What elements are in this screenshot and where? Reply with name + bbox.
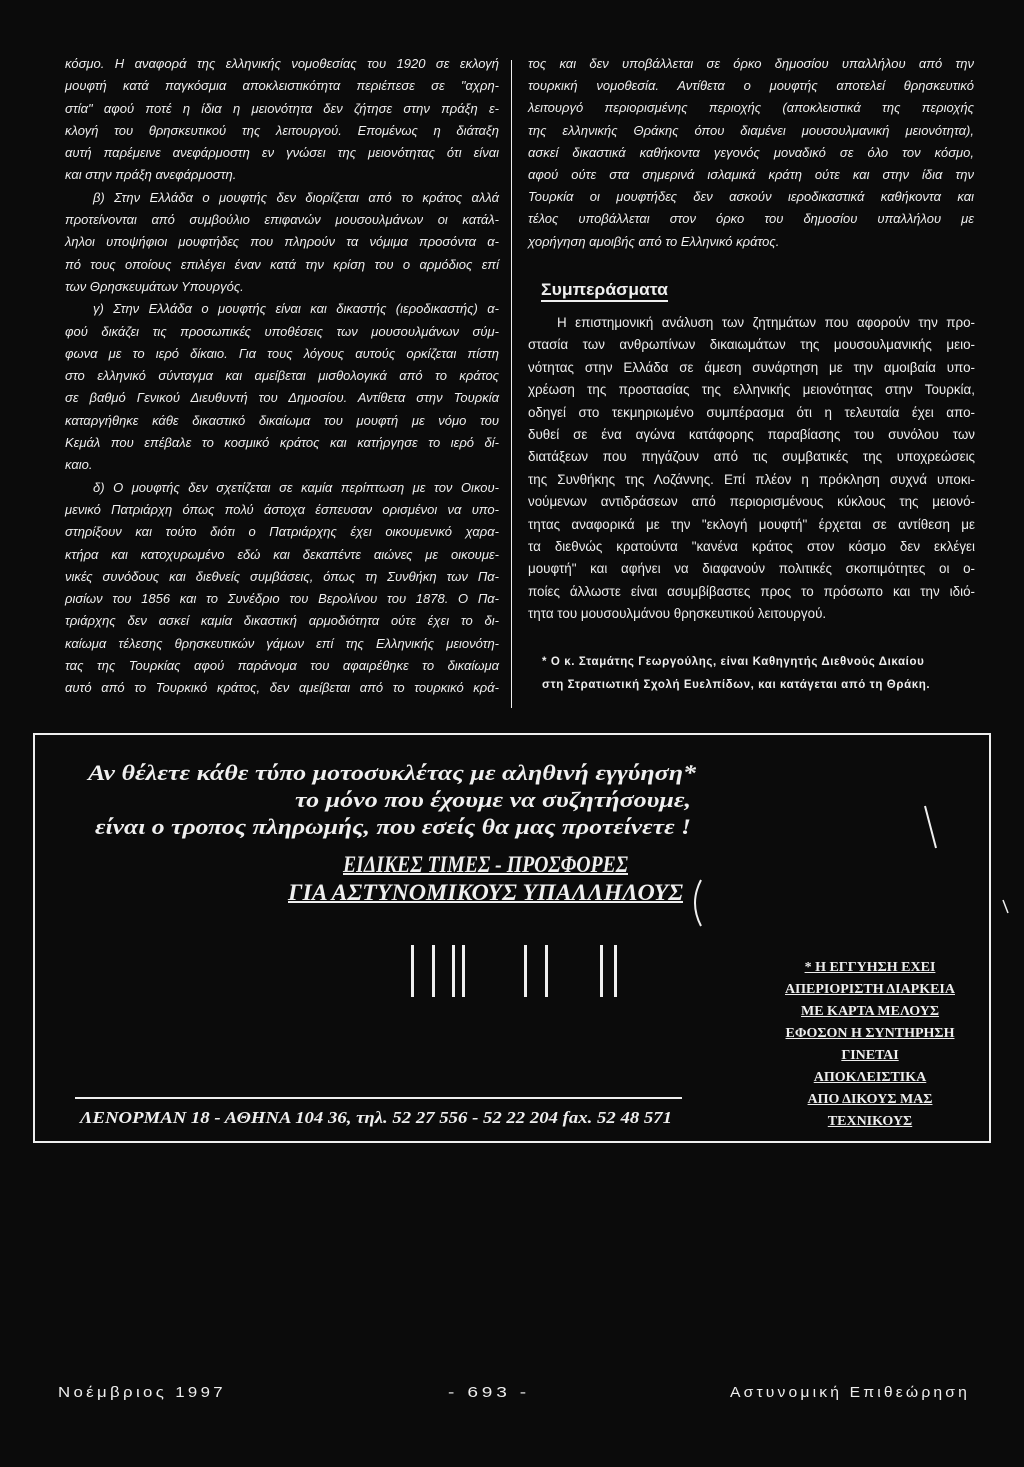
paragraph [528,312,975,626]
footer-page-number-text: - 693 - [448,1384,530,1401]
text-line-content: στηρίξουν και τούτο διότι ο Πατριάρχης έχει οικουμενικό χαρα- [65,524,499,540]
text-line-content: φού δικάζει τις προσωπικές υποθέσεις των μουσουλμάνων σύμ- [65,323,499,339]
text-line [65,120,499,142]
ad-offer-text: ΓΙΑ ΑΣΤΥΝΟΜΙΚΟΥΣ ΥΠΑΛΛΗΛΟΥΣ [288,880,683,905]
decorative-bar [452,945,455,997]
text-line-content: τα διεθνώς κρατούντα "κανένα κράτος στον κόσμο δεν εκλέγει [528,539,975,555]
text-line [528,312,975,334]
text-line-content: στο ελληνικό σύνταγμα και αμείβεται μισθολογικά από το κράτος [65,368,499,384]
text-line-content: νούμενων αντιδράσεων από περιορισμένους κύκλους της μειονό- [528,494,975,510]
text-line [528,75,974,97]
author-footnote [542,651,974,697]
text-line-content: χρέωση της προστασίας της ελληνικής μειονότητας στην Τουρκία, [528,382,975,398]
text-line [65,544,499,566]
text-line-content: Τουρκία οι μουφτήδες δεν ασκούν ιεροδικαστικά καθήκοντα και [528,189,974,205]
text-line [65,477,499,499]
ad-headline-text: είναι ο τροπος πληρωμής, που εσείς θα μας προτείνετε ! [95,814,691,839]
text-line-content: κτήρα και κατοχυρωμένο εδώ και δεκαπέντε αιώνες με οικουμε- [65,546,499,562]
text-line-content: τουρκική νομοθεσία. Αντίθετα ο μουφτής αποτελεί θρησκευτικό [528,78,974,94]
text-line-content: δυθεί σε ένα αγώνα κατάφορης παραβίασης του συνόλου των [528,427,975,443]
text-line [65,209,499,231]
decorative-bar [600,945,603,997]
text-line [528,53,974,75]
text-line [528,97,974,119]
paragraph [65,477,499,700]
text-line-content: προτείνονται από συμβούλιο επιφανών μουσουλμάνων οι κατάλ- [65,212,499,228]
text-line [528,379,975,401]
text-line [528,603,975,625]
text-line-content: τητας αναφορικά με την "εκλογή μουφτή" έρχεται σε αντίθεση με [528,516,975,532]
text-line [65,321,499,343]
text-line-content: πό τους οποίους επιλέγει έναν κατά την κρίση του ο αρμόδιος επί [65,256,499,272]
text-line [528,536,975,558]
text-line [528,514,975,536]
text-line-content: αφού ούτε στα σημερινά ισλαμικά κράτη ούτε και στην ίδια την [528,167,974,183]
text-line-content: μουφτή" και αφήνει να διαφανούν πολιτικές σκοπιμότητες οι ο- [528,561,975,577]
ad-guarantee-text: ΜΕ ΚΑΡΤΑ ΜΕΛΟΥΣ [801,1004,939,1019]
ad-offer-subtitle [288,879,683,906]
footnote-line [542,651,974,674]
text-line [528,208,974,230]
ad-headline-line [295,787,691,813]
text-line [65,454,499,476]
article-right-column [528,53,974,253]
footer-magazine-title-text: Αστυνομική Επιθεώρηση [730,1384,970,1401]
text-line [65,655,499,677]
text-line-content: της ελληνικής Θράκης όπου διαμένει μουσουλμανική μειονότητα), [528,122,974,138]
text-line-content: τέλος υποβάλλεται στον όρκο του δημοσίου υπαλλήλου με [528,211,974,227]
text-line [65,298,499,320]
ad-offer-title [343,851,628,878]
text-line [528,491,975,513]
text-line [528,142,974,164]
text-line-content: ασκεί δικαστικά καθήκοντα γεγονός μοναδικό σε όλο τον κόσμο, [528,144,974,160]
text-line [65,521,499,543]
text-line [528,186,974,208]
decorative-bar [462,945,465,997]
text-line-content: Η επιστημονική ανάλυση των ζητημάτων που αφορούν την προ- [557,315,975,330]
text-line [528,120,974,142]
ad-guarantee-text: ΑΠΕΡΙΟΡΙΣΤΗ ΔΙΑΡΚΕΙΑ [784,982,955,997]
text-line-content: τητα του μουσουλμάνου θρησκευτικού λειτουργού. [528,606,827,622]
column-divider [511,60,512,708]
text-line [65,142,499,164]
paragraph [65,187,499,298]
text-line-content: οδηγεί στο τεκμηριωμένο συμπέρασμα ότι η τελευταία έχει απο- [528,404,975,420]
text-line-content: μενικό Πατριάρχη όπως πολύ άστοχα έσπευσαν ορισμένοι να υπο- [65,501,499,517]
ad-guarantee-line [758,1001,982,1023]
paragraph [65,53,499,187]
ad-guarantee-line [758,1067,982,1089]
text-line-content: Κεμάλ που επέβαλε το κοσμικό κράτος και κατήργησε το ιερό δί- [65,435,499,451]
text-line [65,231,499,253]
ad-guarantee-text: ΕΦΟΣΟΝ Η ΣΥΝΤΗΡΗΣΗ [785,1026,955,1041]
ad-headline-line [88,760,696,786]
text-line-content: ρισίων του 1856 και το Συνέδριο του Βερολίνου του 1878. Ο Πα- [65,591,499,607]
text-line [65,164,499,186]
decorative-bar [432,945,435,997]
ad-guarantee-text: * Η ΕΓΓΥΗΣΗ ΕΧΕΙ [804,960,936,975]
text-line-content: νότητας στην Ελλάδα σε άμεση συνάρτηση με την αμοιβαία υπο- [528,359,975,375]
ad-guarantee-line [758,1023,982,1045]
text-line-content: μουφτή κατά παγκόσμια αποκλειστικότητα περιέπεσε σε "αχρη- [65,78,499,94]
text-line-content: διατάξεων που πηγάζουν από τις συμβατικές της υποχρεώσεις [528,449,975,465]
text-line [65,432,499,454]
text-line [65,53,499,75]
text-line [65,75,499,97]
text-line-content: καίωμα τέλεσης θρησκευτικών γάμων επί της Ελληνικής μειονότη- [65,635,499,651]
text-line [528,424,975,446]
ad-guarantee-line [758,957,982,979]
text-line-content: δ) Ο μουφτής δεν σχετίζεται σε καμία περίπτωση με τον Οικου- [93,479,499,495]
text-line [65,343,499,365]
footer-magazine-title [730,1382,970,1404]
ad-guarantee-line [758,979,982,1001]
text-line [65,588,499,610]
text-line [528,357,975,379]
ad-guarantee-line [758,1111,982,1133]
text-line [65,387,499,409]
footer-issue-date-text: Νοέμβριος 1997 [58,1384,226,1401]
text-line [65,98,499,120]
text-line-content: της Συνθήκης της Λοζάννης. Επί πλέον η πρόκληση συχνά υποκι- [528,471,975,487]
text-line [65,276,499,298]
decorative-bar [524,945,527,997]
text-line [528,581,975,603]
footer-issue-date [58,1382,226,1404]
ad-guarantee-text: ΑΠΟ ΔΙΚΟΥΣ ΜΑΣ [807,1092,933,1107]
ad-guarantee-line [758,1089,982,1111]
text-line-content: λειτουργό περιορισμένης περιοχής (αποκλειστικά της περιοχής [528,100,974,116]
text-line-content: αυτή παρέμεινε ανεφάρμοστη εν γνώσει της μειονότητας ότι είναι [65,145,499,161]
text-line-content: των Θρησκευμάτων Υπουργός. [65,278,244,294]
text-line-content: αυτό από το Τουρκικό κράτος, δεν αμείβεται από το τουρκικό κρά- [65,680,499,696]
conclusions-heading-text: Συμπεράσματα [541,280,668,299]
text-line [65,499,499,521]
text-line-content: καιο. [65,457,93,473]
text-line-content: τριάρχης δεν ασκεί καμία δικαστική αρμοδιότητα ούτε έχει το δι- [65,613,499,629]
ad-headline-text: το μόνο που έχουμε να συζητήσουμε, [295,787,691,812]
text-line [65,610,499,632]
ad-headline-text: Αν θέλετε κάθε τύπο μοτοσυκλέτας με αληθινή εγγύηση* [88,760,696,785]
ad-guarantee-note [758,957,982,1133]
text-line [65,566,499,588]
text-line [528,402,975,424]
text-line-content: καταργήθηκε κάθε δικαστικό δικαίωμα του μουφτή με νόμο του [65,412,499,428]
text-line-content: και στην πράξη ανεφάρμοστη. [65,167,237,183]
text-line [528,164,974,186]
text-line-content: φωνα με το ιερό δίκαιο. Για τους λόγους αυτούς ορκίζεται πίστη [65,345,499,361]
conclusions-section [528,312,975,626]
ad-guarantee-text: ΓΙΝΕΤΑΙ [841,1048,899,1063]
decorative-stroke [1003,900,1008,913]
conclusions-heading [541,279,668,302]
text-line [65,187,499,209]
footnote-line-text: * Ο κ. Σταμάτης Γεωργούλης, είναι Καθηγητής Διεθνούς Δικαίου [542,656,925,668]
text-line-content: στασία των ανθρωπίνων δικαιωμάτων της μουσουλμανικής μειο- [528,337,975,353]
text-line-content: κλογή του θρησκευτικού της λειτουργού. Επομένως η διάταξη [65,122,499,138]
footer-page-number [448,1382,530,1404]
text-line [65,254,499,276]
ad-address-text: ΛΕΝΟΡΜΑΝ 18 - ΑΘΗΝΑ 104 36, τηλ. 52 27 556 - 52 22 204 fax. 52 48 571 [80,1108,672,1127]
paragraph [528,53,974,253]
text-line [65,365,499,387]
ad-address [80,1106,672,1130]
text-line [65,633,499,655]
text-line-content: β) Στην Ελλάδα ο μουφτής δεν διορίζεται από το κράτος αλλά [93,189,499,205]
ad-separator-rule [75,1097,682,1099]
text-line [528,446,975,468]
text-line-content: ληλοι υποψήφιοι μουφτήδες που πληρούν τα νόμιμα προσόντα α- [65,234,499,250]
ad-offer-text: ΕΙΔΙΚΕΣ ΤΙΜΕΣ - ΠΡΟΣΦΟΡΕΣ [343,852,628,877]
text-line-content: χορήγηση αμοιβής από το Ελληνικό κράτος. [528,233,780,249]
text-line-content: νικές συνόδους και διεθνείς συμβάσεις, όπως τη Συνθήκη των Πα- [65,568,499,584]
ad-guarantee-line [758,1045,982,1067]
ad-guarantee-text: ΤΕΧΝΙΚΟΥΣ [827,1114,913,1129]
footnote-line [542,674,974,697]
text-line-content: σε βαθμό Γενικού Διευθυντή του Δημοσίου. Αντίθετα στην Τουρκία [65,390,499,406]
decorative-bar [614,945,617,997]
text-line-content: ποίες άλλωστε είναι ασυμβίβαστες προς το πρόσωπο και την ιδιό- [528,583,975,599]
paragraph [65,298,499,476]
ad-guarantee-text: ΑΠΟΚΛΕΙΣΤΙΚΑ [813,1070,927,1085]
text-line-content: τας της Τουρκίας αφού παράνομα του αφαιρέθηκε το δικαίωμα [65,658,499,674]
ad-headline-line [95,814,691,840]
text-line-content: κόσμο. Η αναφορά της ελληνικής νομοθεσίας του 1920 σε εκλογή [65,56,499,71]
text-line [65,410,499,432]
decorative-bar [411,945,414,997]
text-line-content: στία" αφού ποτέ η ίδια η μειονότητα δεν ζήτησε στην πράξη ε- [65,100,499,116]
text-line [528,231,974,253]
article-left-column [65,53,499,700]
decorative-bar [545,945,548,997]
footnote-line-text: στη Στρατιωτική Σχολή Ευελπίδων, και κατάγεται από τη Θράκη. [542,679,931,691]
text-line [528,334,975,356]
text-line-content: γ) Στην Ελλάδα ο μουφτής είναι και δικαστής (ιεροδικαστής) α- [93,301,499,317]
text-line [528,558,975,580]
text-line [528,469,975,491]
text-line-content: τος και δεν υποβάλλεται σε όρκο δημοσίου υπαλλήλου από την [528,56,974,71]
text-line [65,677,499,699]
